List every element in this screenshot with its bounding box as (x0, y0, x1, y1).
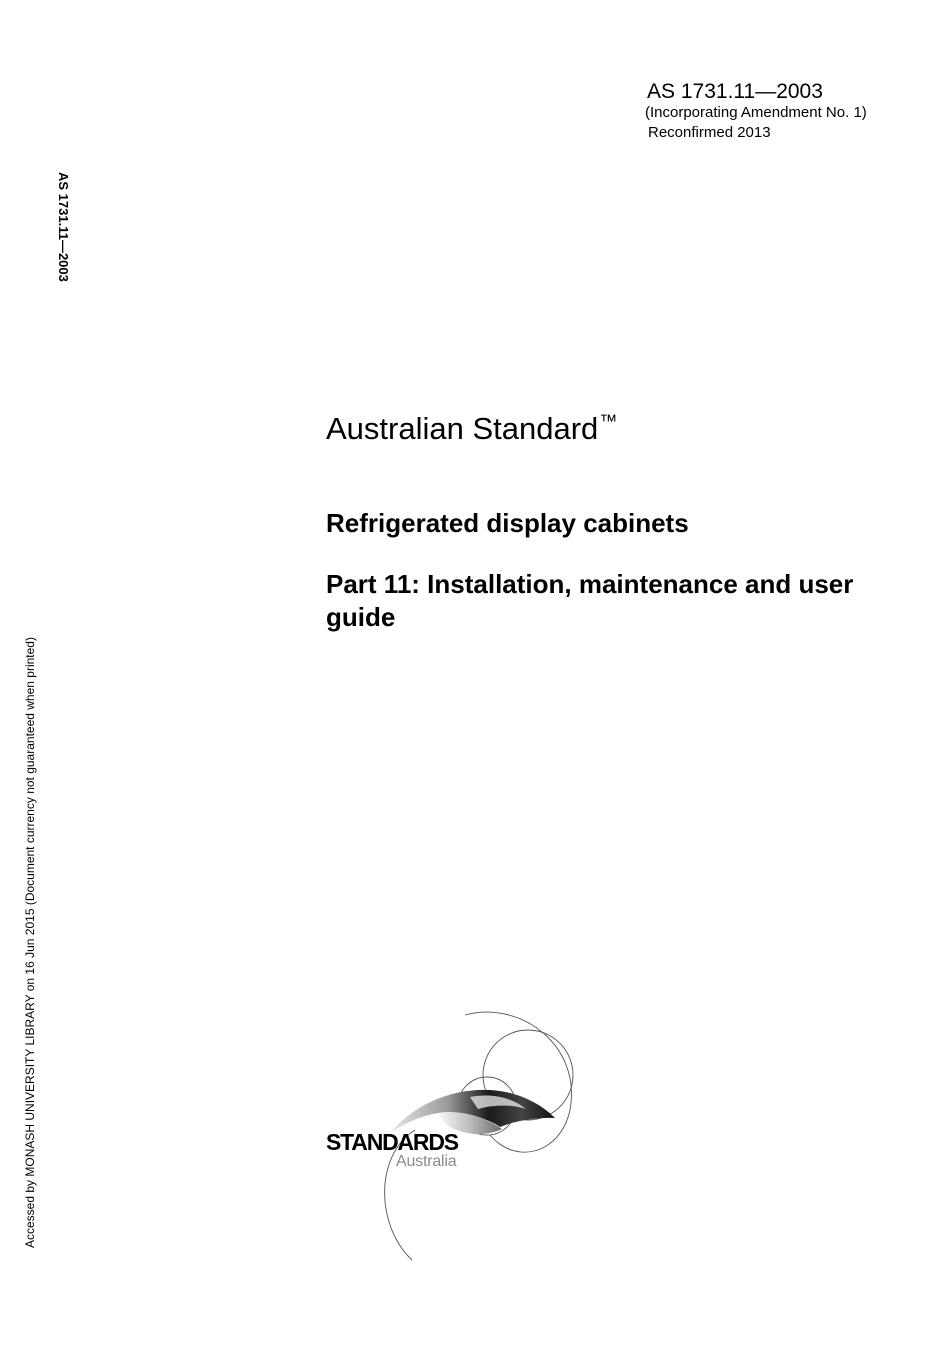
amendment-note: (Incorporating Amendment No. 1) (645, 104, 867, 121)
logo-word-australia: Australia (396, 1153, 457, 1170)
brand-name: Australian Standard (326, 411, 599, 446)
brand-title (326, 402, 617, 448)
standard-number: AS 1731.11—2003 (647, 80, 823, 103)
logo-word-standards: STANDARDS (326, 1129, 458, 1155)
reconfirmed-note: Reconfirmed 2013 (648, 124, 771, 141)
spine-label: AS 1731.11—2003 (56, 172, 71, 282)
document-title: Refrigerated display cabinets (326, 508, 689, 538)
trademark-symbol: ™ (599, 411, 618, 431)
document-part-title: Part 11: Installation, maintenance and user guide (326, 569, 854, 632)
access-note: Accessed by MONASH UNIVERSITY LIBRARY on 16 Jun 2015 (Document currency not guaranteed when printed) (23, 637, 37, 1248)
